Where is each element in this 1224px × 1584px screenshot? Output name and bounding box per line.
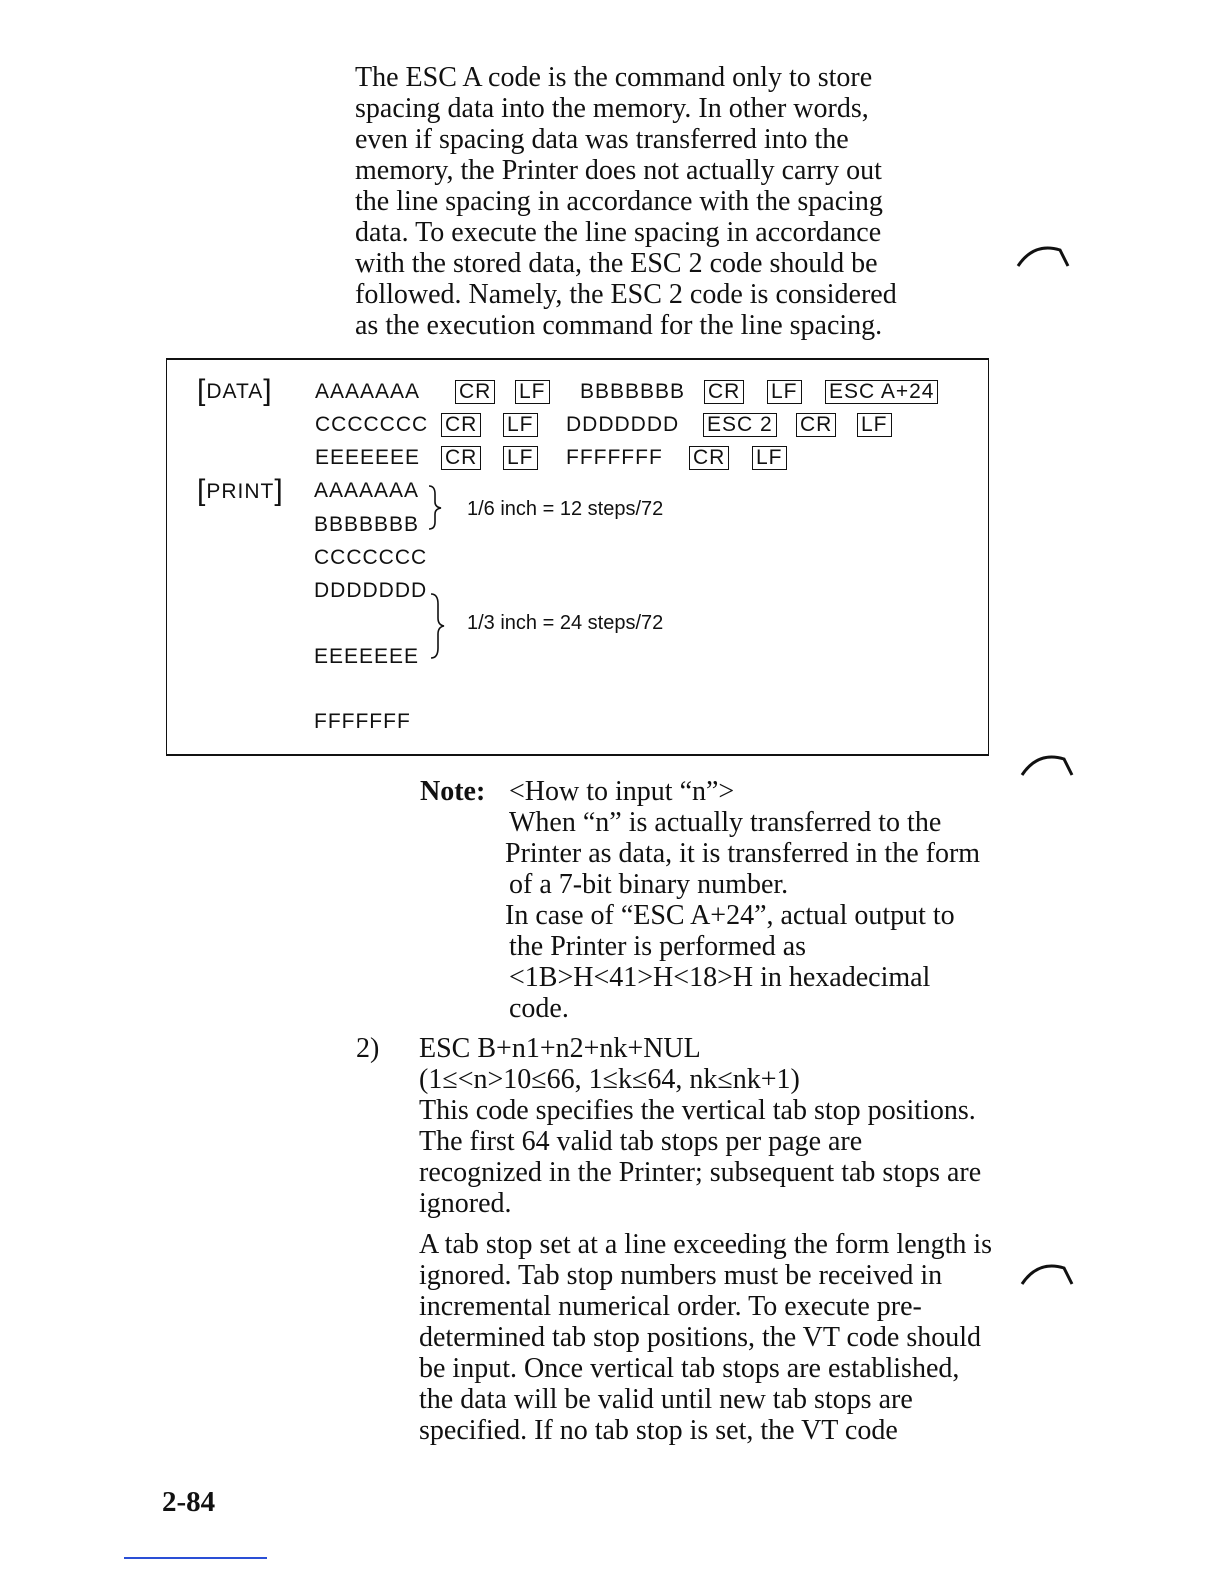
esc-a-key: ESC A+24 — [825, 380, 938, 404]
data-text: DDDDDDD — [566, 413, 680, 436]
example-box — [166, 358, 989, 756]
intro-line: with the stored data, the ESC 2 code should be — [355, 248, 878, 279]
data-text: BBBBBBB — [580, 380, 686, 403]
lf-key: LF — [752, 446, 787, 470]
item-para-line: recognized in the Printer; subsequent tab stops are — [419, 1157, 982, 1188]
intro-line: The ESC A code is the command only to store — [355, 62, 873, 93]
lf-key: LF — [857, 413, 892, 437]
data-text: EEEEEEE — [315, 446, 421, 469]
item-para-line: The first 64 valid tab stops per page are — [419, 1126, 863, 1157]
note-line: the Printer is performed as — [509, 931, 807, 962]
item-para-line: the data will be valid until new tab stops are — [419, 1384, 913, 1415]
note-line: of a 7-bit binary number. — [509, 869, 789, 900]
lf-key: LF — [515, 380, 550, 404]
item-para-line: be input. Once vertical tab stops are established, — [419, 1353, 960, 1384]
note-line: code. — [509, 993, 569, 1024]
lf-key: LF — [503, 446, 538, 470]
binding-mark-icon — [1016, 244, 1070, 268]
note-line: <1B>H<41>H<18>H in hexadecimal — [509, 962, 931, 993]
data-text: CCCCCCC — [315, 413, 429, 436]
item-para-line: ignored. — [419, 1188, 512, 1219]
print-label: [PRINT] — [197, 474, 284, 507]
note-line: In case of “ESC A+24”, actual output to — [505, 900, 955, 931]
item-para-line: A tab stop set at a line exceeding the form length is — [419, 1229, 993, 1260]
note-label: Note: — [420, 776, 486, 807]
item-para-line: determined tab stop positions, the VT code should — [419, 1322, 982, 1353]
binding-mark-icon — [1020, 1262, 1074, 1286]
esc-2-key: ESC 2 — [703, 413, 777, 437]
data-text: AAAAAAA — [315, 380, 421, 403]
note-heading: <How to input “n”> — [509, 776, 735, 807]
brace-icon — [427, 590, 451, 662]
lf-key: LF — [767, 380, 802, 404]
cr-key: CR — [689, 446, 729, 470]
note-line: Printer as data, it is transferred in the form — [505, 838, 981, 869]
print-line: AAAAAAA — [314, 479, 420, 502]
footer-rule — [124, 1557, 267, 1559]
note-line: When “n” is actually transferred to the — [509, 807, 942, 838]
cr-key: CR — [441, 413, 481, 437]
cr-key: CR — [455, 380, 495, 404]
item-para-line: incremental numerical order. To execute pre- — [419, 1291, 922, 1322]
item-content — [419, 1033, 1009, 1446]
intro-line: even if spacing data was transferred into the — [355, 124, 849, 155]
item-para-line: specified. If no tab stop is set, the VT code — [419, 1415, 898, 1446]
item-para-line: ignored. Tab stop numbers must be received in — [419, 1260, 943, 1291]
item-title: ESC B+n1+n2+nk+NUL — [419, 1033, 701, 1064]
brace-icon — [425, 482, 449, 532]
print-line: DDDDDDD — [314, 579, 428, 602]
intro-line: the line spacing in accordance with the spacing — [355, 186, 883, 217]
intro-line: spacing data into the memory. In other words, — [355, 93, 869, 124]
lf-key: LF — [503, 413, 538, 437]
intro-line: data. To execute the line spacing in accordance — [355, 217, 882, 248]
print-line: EEEEEEE — [314, 645, 420, 668]
binding-mark-icon — [1020, 753, 1074, 777]
data-label: [DATA] — [197, 374, 273, 407]
data-label-text: DATA — [206, 380, 264, 403]
intro-line: followed. Namely, the ESC 2 code is considered — [355, 279, 897, 310]
print-line: FFFFFFF — [314, 710, 411, 733]
spacing-label: 1/3 inch = 24 steps/72 — [467, 612, 664, 634]
intro-line: as the execution command for the line spacing. — [355, 310, 883, 341]
item-para-line: This code specifies the vertical tab stop positions. — [419, 1095, 976, 1126]
item-number: 2) — [356, 1033, 380, 1064]
data-text: FFFFFFF — [566, 446, 663, 469]
print-label-text: PRINT — [206, 480, 275, 503]
intro-line: memory, the Printer does not actually carry out — [355, 155, 882, 186]
cr-key: CR — [796, 413, 836, 437]
cr-key: CR — [704, 380, 744, 404]
item-range: (1≤<n>10≤66, 1≤k≤64, nk≤nk+1) — [419, 1064, 800, 1095]
print-line: BBBBBBB — [314, 513, 420, 536]
intro-paragraph — [355, 62, 955, 341]
cr-key: CR — [441, 446, 481, 470]
print-line: CCCCCCC — [314, 546, 428, 569]
note-body — [505, 807, 1015, 1024]
spacing-label: 1/6 inch = 12 steps/72 — [467, 498, 664, 520]
page-number: 2-84 — [162, 1486, 216, 1518]
